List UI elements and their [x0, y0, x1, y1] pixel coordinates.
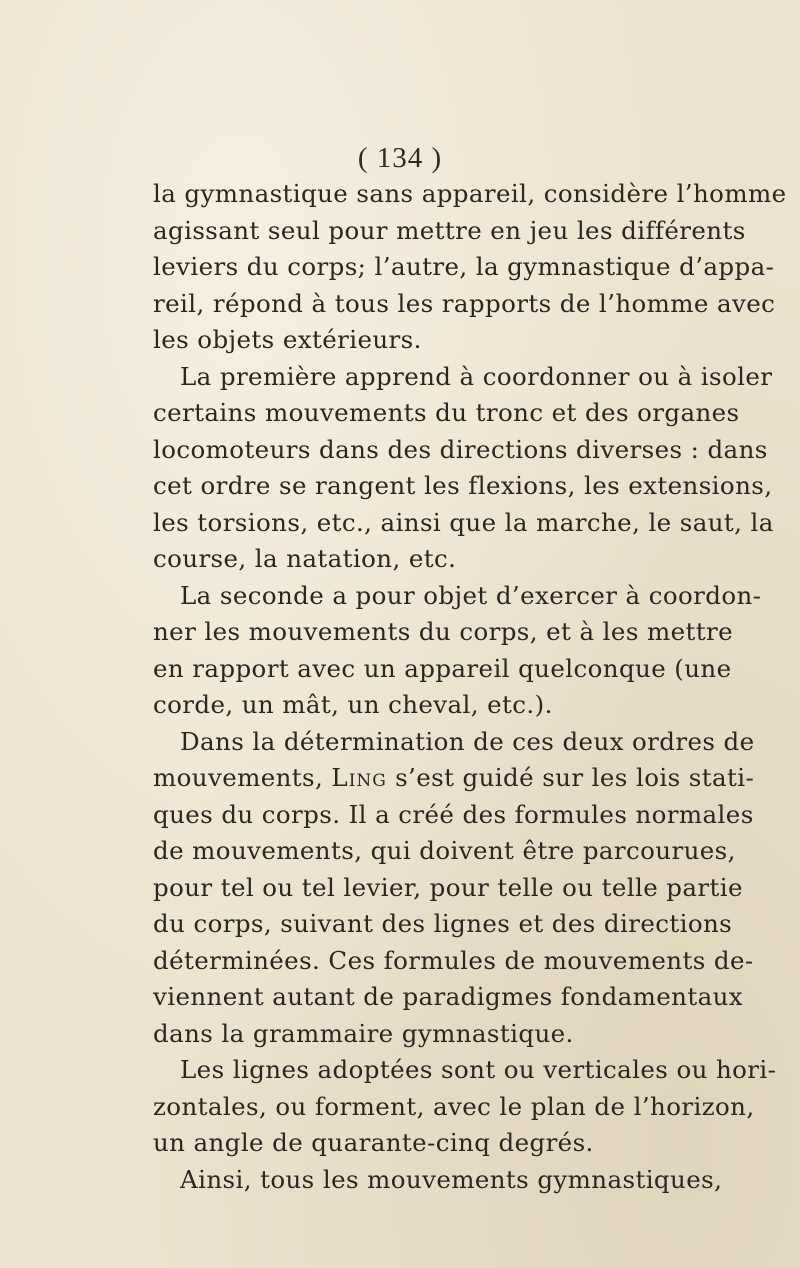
- text-line: reil, répond à tous les rapports de l’homme avec: [153, 288, 776, 318]
- paragraph-start-line: La seconde a pour objet d’exercer à coordon-: [180, 580, 762, 610]
- page-number: ( 134 ): [357, 142, 443, 174]
- text-line: agissant seul pour mettre en jeu les différents: [153, 215, 746, 245]
- text-line: du corps, suivant des lignes et des directions: [153, 909, 733, 938]
- text-line: locomoteurs dans des directions diverses : dans: [153, 434, 768, 464]
- text-line: leviers du corps; l’autre, la gymnastique d’appa-: [153, 252, 775, 281]
- text-line: les objets extérieurs.: [153, 325, 422, 354]
- text-line: zontales, ou forment, avec le plan de l’horizon,: [153, 1091, 755, 1121]
- text-line: ner les mouvements du corps, et à les mettre: [153, 617, 734, 646]
- text-line: la gymnastique sans appareil, considère l’homme: [153, 179, 787, 208]
- text-line: ques du corps. Il a créé des formules normales: [153, 799, 754, 829]
- paragraph-start-line: Les lignes adoptées sont ou verticales ou hori-: [180, 1055, 777, 1084]
- text-line: de mouvements, qui doivent être parcourues,: [153, 836, 736, 865]
- text-line: corde, un mât, un cheval, etc.).: [153, 690, 553, 719]
- text-line-with-name: [153, 760, 755, 797]
- text-line: pour tel ou tel levier, pour telle ou telle partie: [153, 872, 743, 902]
- body-text: [153, 176, 787, 1198]
- text-line: certains mouvements du tronc et des organes: [153, 398, 740, 427]
- text-line: viennent autant de paradigmes fondamentaux: [153, 982, 744, 1011]
- text-line: déterminées. Ces formules de mouvements de-: [153, 945, 754, 975]
- text-line: cet ordre se rangent les flexions, les extensions,: [153, 471, 773, 500]
- paragraph-start-line: La première apprend à coordonner ou à isoler: [180, 361, 773, 391]
- author-name-ling: Ling: [331, 763, 387, 792]
- paragraph-start-line: Dans la détermination de ces deux ordres de: [180, 726, 755, 756]
- text-fragment: mouvements,: [153, 763, 324, 792]
- text-line: un angle de quarante-cinq degrés.: [153, 1128, 594, 1157]
- text-line: les torsions, etc., ainsi que la marche, le saut, la: [153, 507, 774, 537]
- paragraph-start-line: Ainsi, tous les mouvements gymnastiques,: [180, 1164, 723, 1194]
- text-fragment: s’est guidé sur les lois stati-: [395, 763, 755, 792]
- text-line: course, la natation, etc.: [153, 544, 457, 573]
- text-line: dans la grammaire gymnastique.: [153, 1018, 574, 1048]
- text-line: en rapport avec un appareil quelconque (une: [153, 653, 732, 683]
